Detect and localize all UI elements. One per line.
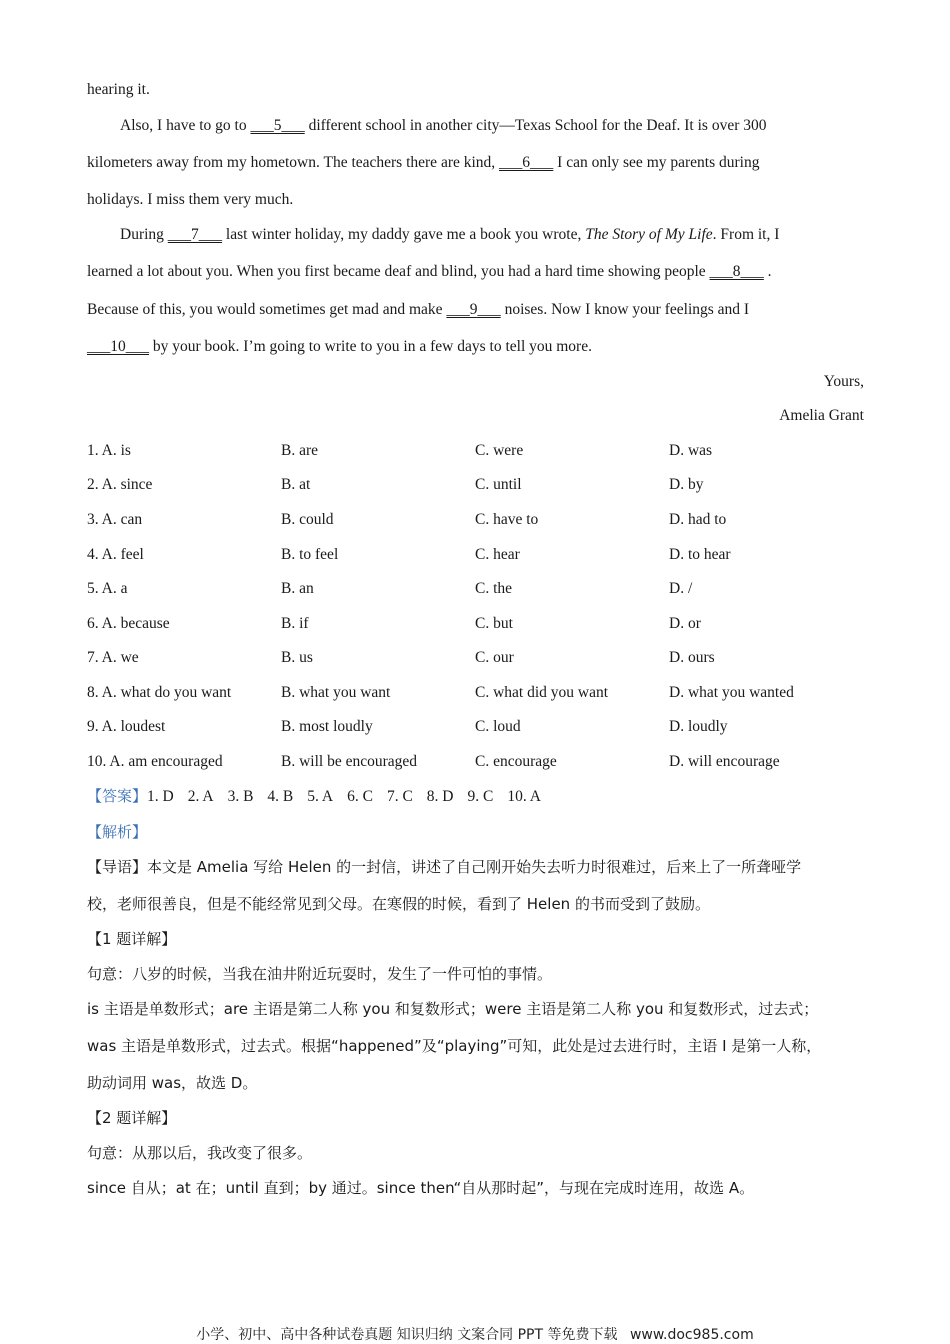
detail-line: 助动词用 was，故选 D。 <box>87 1074 258 1092</box>
passage-line: kilometers away from my hometown. The teachers there are kind, ___6___ I can only see my parents during <box>87 154 760 171</box>
passage-line: Also, I have to go to ___5___ different school in another city—Texas School for the Deaf. It is over 300 <box>120 117 767 134</box>
footer-site-link[interactable]: www.doc985.com <box>629 1327 754 1343</box>
blank-6: ___6___ <box>499 154 554 171</box>
letter-closing: Yours, <box>823 373 864 390</box>
answer-label: 【答案】 <box>87 787 148 805</box>
detail-line: 句意：八岁的时候，当我在油井附近玩耍时，发生了一件可怕的事情。 <box>87 965 553 983</box>
option-row: 3. A. can B. could C. have to D. had to <box>87 511 727 528</box>
blank-9: ___9___ <box>446 301 501 318</box>
letter-signature: Amelia Grant <box>779 407 864 424</box>
passage-text: hearing it. <box>87 81 150 98</box>
option-row: 4. A. feel B. to feel C. hear D. to hear <box>87 546 731 563</box>
option-row: 1. A. is B. are C. were D. was <box>87 442 713 459</box>
option-row: 2. A. since B. at C. until D. by <box>87 476 704 493</box>
option-row: 10. A. am encouraged B. will be encouraged C. encourage D. will encourage <box>87 753 780 770</box>
option-row: 9. A. loudest B. most loudly C. loud D. loudly <box>87 718 728 735</box>
analysis-label: 【解析】 <box>87 823 148 841</box>
book-title: The Story of My Life <box>585 226 713 243</box>
detail-line: since 自从；at 在；until 直到；by 通过。since then“自从那时起”，与现在完成时连用，故选 A。 <box>87 1179 755 1197</box>
detail-2-label: 【2 题详解】 <box>87 1109 177 1127</box>
page-footer <box>0 1324 950 1344</box>
detail-1-label: 【1 题详解】 <box>87 930 177 948</box>
intro-line: 【导语】本文是 Amelia 写给 Helen 的一封信，讲述了自己刚开始失去听力时很难过，后来上了一所聋哑学 <box>87 858 802 876</box>
detail-line: 句意：从那以后，我改变了很多。 <box>87 1144 313 1162</box>
passage-line: During ___7___ last winter holiday, my daddy gave me a book you wrote, The Story of My Life. From it, I <box>120 226 780 243</box>
blank-5: ___5___ <box>250 117 305 134</box>
blank-10: ___10___ <box>87 338 149 355</box>
option-row: 8. A. what do you want B. what you want C. what did you want D. what you wanted <box>87 684 794 701</box>
answer-line: 【答案】1. D 2. A 3. B 4. B 5. A 6. C 7. C 8. D 9. C 10. A <box>87 787 541 805</box>
blank-8: ___8___ <box>709 263 764 280</box>
passage-line: holidays. I miss them very much. <box>87 191 294 208</box>
passage-line: Because of this, you would sometimes get mad and make ___9___ noises. Now I know your feelings and I <box>87 301 750 318</box>
detail-line: is 主语是单数形式；are 主语是第二人称 you 和复数形式；were 主语是第二人称 you 和复数形式，过去式； <box>87 1000 819 1018</box>
option-row: 7. A. we B. us C. our D. ours <box>87 649 715 666</box>
detail-line: was 主语是单数形式，过去式。根据“happened”及“playing”可知，此处是过去进行时，主语 I 是第一人称， <box>87 1037 822 1055</box>
passage-line: ___10___ by your book. I’m going to write to you in a few days to tell you more. <box>87 338 592 355</box>
option-row: 5. A. a B. an C. the D. / <box>87 580 693 597</box>
option-row: 6. A. because B. if C. but D. or <box>87 615 701 632</box>
intro-label: 【导语】 <box>87 858 148 876</box>
blank-7: ___7___ <box>167 226 223 243</box>
passage-line <box>87 80 150 100</box>
intro-line: 校，老师很善良，但是不能经常见到父母。在寒假的时候，看到了 Helen 的书而受到了鼓励。 <box>87 895 710 913</box>
passage-line: learned a lot about you. When you first became deaf and blind, you had a hard time showing people ___8___ . <box>87 263 772 280</box>
footer-text: 小学、初中、高中各种试卷真题 知识归纳 文案合同 PPT 等免费下载 <box>196 1327 618 1343</box>
